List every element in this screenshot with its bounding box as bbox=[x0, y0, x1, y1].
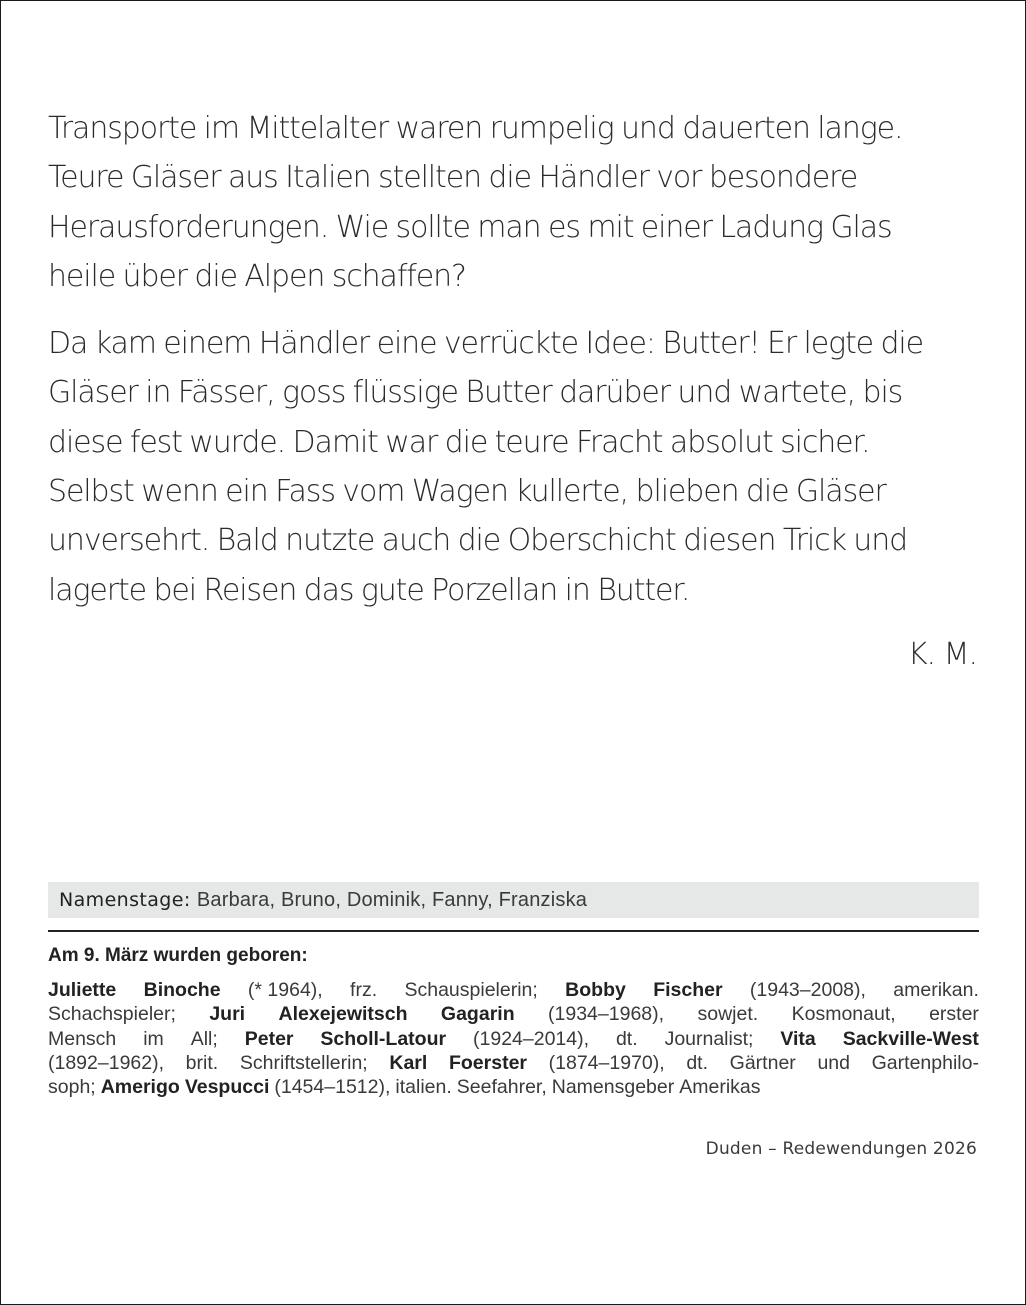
person-details: All; bbox=[190, 1027, 218, 1050]
person-name: Gagarin bbox=[440, 1003, 515, 1026]
author-signature: K. M. bbox=[907, 637, 977, 672]
person-name: Vespucci bbox=[184, 1076, 270, 1099]
story-line: Da kam einem Händler eine verrückte Idee: Butter! Er legte die bbox=[48, 326, 924, 362]
person-name: Foerster bbox=[448, 1051, 527, 1074]
person-name: Sackville-West bbox=[842, 1027, 979, 1050]
namedays-label: Namenstage: bbox=[59, 889, 191, 911]
story-paragraph-1 bbox=[48, 104, 983, 301]
person-name: Vita bbox=[780, 1027, 816, 1050]
person-details: erster bbox=[929, 1003, 979, 1026]
namedays-box bbox=[48, 882, 979, 918]
person-name: Peter bbox=[244, 1027, 294, 1050]
person-details: Schachspieler; bbox=[48, 1003, 176, 1026]
person-details: Seefahrer, bbox=[456, 1076, 547, 1099]
person-details: amerikan. bbox=[893, 979, 979, 1001]
source-footer: Duden – Redewendungen 2026 bbox=[705, 1139, 977, 1159]
person-details: sowjet. bbox=[697, 1003, 759, 1026]
person-name: Karl bbox=[389, 1051, 428, 1074]
person-name: Fischer bbox=[653, 979, 723, 1001]
section-divider bbox=[48, 930, 979, 932]
births-line bbox=[48, 1075, 979, 1099]
story-line: Herausforderungen. Wie sollte man es mit einer Ladung Glas bbox=[48, 209, 892, 245]
person-name: Juri bbox=[209, 1003, 246, 1026]
births-list bbox=[48, 978, 979, 1099]
person-name: Scholl-Latour bbox=[320, 1027, 447, 1050]
namedays-names: Barbara, Bruno, Dominik, Fanny, Franziska bbox=[196, 889, 588, 911]
person-details: frz. bbox=[350, 979, 378, 1001]
births-heading: Am 9. März wurden geboren: bbox=[48, 945, 308, 966]
person-details: dt. bbox=[615, 1027, 638, 1050]
person-details: (1924–2014), bbox=[473, 1027, 590, 1050]
person-name: Bobby bbox=[565, 979, 626, 1001]
story-line: Teure Gläser aus Italien stellten die Händler vor besondere bbox=[48, 160, 858, 196]
person-details: Gärtner bbox=[729, 1051, 796, 1074]
story-line: lagerte bei Reisen das gute Porzellan in Butter. bbox=[48, 572, 690, 608]
person-details: Schauspielerin; bbox=[404, 979, 538, 1001]
person-details: (1874–1970), bbox=[548, 1051, 665, 1074]
person-details: dt. bbox=[686, 1051, 709, 1074]
person-details: (* 1964), bbox=[247, 979, 323, 1001]
births-line bbox=[48, 978, 979, 1002]
person-details: brit. bbox=[185, 1051, 219, 1074]
person-details: Journalist; bbox=[664, 1027, 754, 1050]
births-line bbox=[48, 1051, 979, 1075]
person-details: Kosmonaut, bbox=[791, 1003, 896, 1026]
person-details: Namensgeber bbox=[551, 1076, 675, 1099]
story-line: heile über die Alpen schaffen? bbox=[48, 258, 466, 294]
births-line bbox=[48, 1027, 979, 1051]
story-line: unversehrt. Bald nutzte auch die Oberschicht diesen Trick und bbox=[48, 523, 908, 559]
story-line: Gläser in Fässer, goss flüssige Butter darüber und wartete, bis bbox=[48, 375, 903, 411]
births-line bbox=[48, 1002, 979, 1026]
person-details: (1454–1512), bbox=[274, 1076, 391, 1099]
story-text bbox=[48, 104, 983, 615]
person-details: Amerikas bbox=[679, 1076, 761, 1099]
person-name: Juliette bbox=[48, 979, 117, 1001]
person-details: italien. bbox=[395, 1076, 452, 1099]
person-details: (1943–2008), bbox=[749, 979, 866, 1001]
person-details: (1934–1968), bbox=[548, 1003, 665, 1026]
story-paragraph-2 bbox=[48, 319, 983, 615]
story-line: diese fest wurde. Damit war die teure Fracht absolut sicher. bbox=[48, 424, 870, 460]
person-details: und bbox=[817, 1051, 850, 1074]
person-name: Alexejewitsch bbox=[278, 1003, 408, 1026]
person-details: im bbox=[143, 1027, 164, 1050]
person-details: Gartenphilo- bbox=[871, 1051, 979, 1074]
person-name: Binoche bbox=[143, 979, 221, 1001]
person-details: Mensch bbox=[48, 1027, 117, 1050]
person-name: Amerigo bbox=[100, 1076, 180, 1099]
story-line: Transporte im Mittelalter waren rumpelig und dauerten lange. bbox=[48, 111, 903, 146]
person-details: soph; bbox=[48, 1076, 96, 1099]
person-details: Schriftstellerin; bbox=[239, 1051, 368, 1074]
story-line: Selbst wenn ein Fass vom Wagen kullerte, blieben die Gläser bbox=[48, 474, 886, 510]
person-details: (1892–1962), bbox=[48, 1051, 165, 1074]
